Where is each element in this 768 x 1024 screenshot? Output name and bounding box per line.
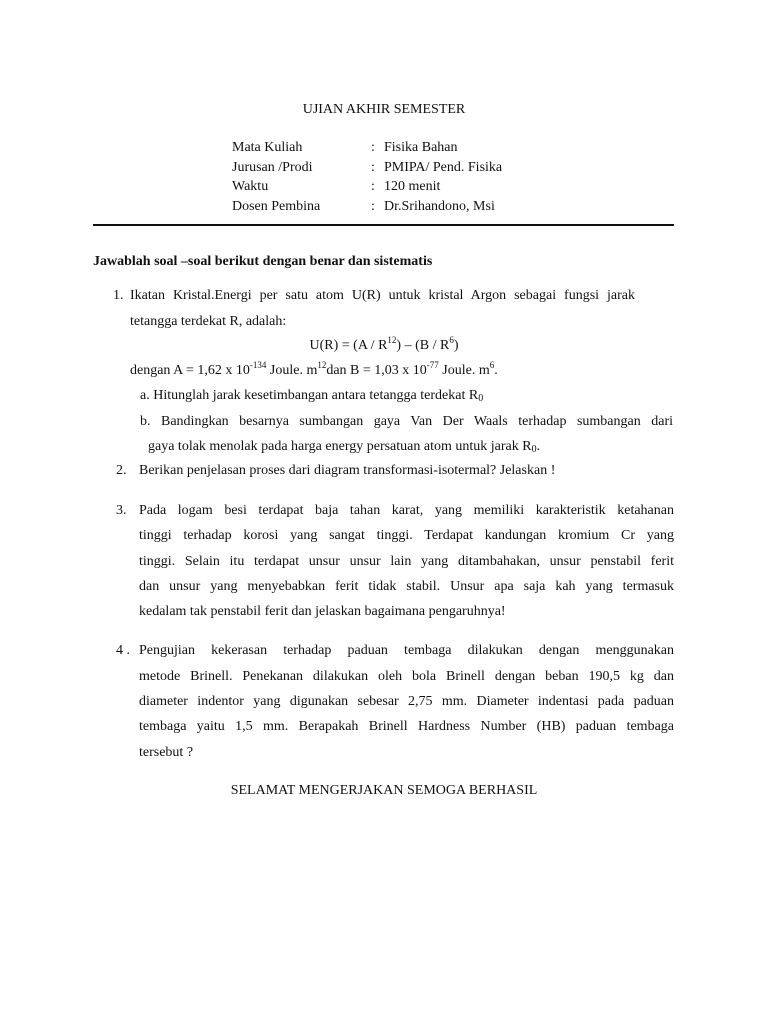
question-1b-line: b. Bandingkan besarnya sumbangan gaya Van Der Waals terhadap sumbangan dari xyxy=(140,414,673,429)
info-colon: : xyxy=(371,199,375,214)
question-4-number: 4 . xyxy=(116,643,130,658)
closing-message: SELAMAT MENGERJAKAN SEMOGA BERHASIL xyxy=(230,783,538,798)
question-1b-line: gaya tolak menolak pada harga energy persatuan atom untuk jarak $R_0$. xyxy=(148,439,541,455)
question-3-line: tinggi terhadap korosi yang sangat tinggi. Terdapat kandungan kromium Cr yang xyxy=(139,528,674,543)
question-4-line: tembaga yaitu 1,5 mm. Berapakah Brinell Hardness Number (HB) paduan tembaga xyxy=(139,719,674,734)
question-1-number: 1. xyxy=(113,288,124,303)
info-value-department: PMIPA/ Pend. Fisika xyxy=(384,160,503,175)
question-3-line: Pada logam besi terdapat baja tahan karat, yang memiliki karakteristik ketahanan xyxy=(139,503,674,518)
page-title: UJIAN AKHIR SEMESTER xyxy=(302,102,466,117)
question-2-number: 2. xyxy=(116,463,127,478)
question-4-line: metode Brinell. Penekanan dilakukan oleh bola Brinell dengan beban 190,5 kg dan xyxy=(139,669,674,684)
info-label-lecturer: Dosen Pembina xyxy=(232,199,321,214)
energy-equation: $U(R) = (A / R^{12}) - (B / R^6)$ xyxy=(309,335,459,353)
info-colon: : xyxy=(371,160,375,175)
info-colon: : xyxy=(371,179,375,194)
info-label-department: Jurusan /Prodi xyxy=(232,160,313,175)
info-label-course: Mata Kuliah xyxy=(232,140,303,155)
info-value-course: Fisika Bahan xyxy=(384,140,458,155)
info-value-time: 120 menit xyxy=(384,179,441,194)
question-4-line: diameter indentor yang digunakan sebesar 2,75 mm. Diameter indentasi pada paduan xyxy=(139,694,674,709)
question-1a: a. Hitunglah jarak kesetimbangan antara tetangga terdekat $R_0$ xyxy=(140,388,484,404)
question-3-line: dan unsur yang menyebabkan ferit tidak stabil. Unsur apa saja kah yang termasuk xyxy=(139,579,674,594)
question-4-line: tersebut ? xyxy=(139,745,194,760)
question-3-number: 3. xyxy=(116,503,127,518)
question-4-line: Pengujian kekerasan terhadap paduan tembaga dilakukan dengan menggunakan xyxy=(139,643,674,658)
instruction-heading: Jawablah soal –soal berikut dengan benar dan sistematis xyxy=(93,254,433,269)
info-value-lecturer: Dr.Srihandono, Msi xyxy=(384,199,495,214)
question-2-text: Berikan penjelasan proses dari diagram transformasi-isotermal? Jelaskan ! xyxy=(139,463,556,478)
question-3-line: tinggi. Selain itu terdapat unsur unsur lain yang ditambahakan, unsur penstabil ferit xyxy=(139,554,674,569)
header-divider xyxy=(93,224,674,226)
info-colon: : xyxy=(371,140,375,155)
constants-line: dengan A = 1,62 x $10^{-134}$ Joule. $m^{12}dan$ B = 1,03 x $10^{-77}$ Joule. $m^6$. xyxy=(130,360,498,378)
question-1-line: tetangga terdekat R, adalah: xyxy=(130,314,287,329)
question-1-line: Ikatan Kristal.Energi per satu atom U(R) untuk kristal Argon sebagai fungsi jarak xyxy=(130,288,635,303)
info-label-time: Waktu xyxy=(232,179,269,194)
question-3-line: kedalam tak penstabil ferit dan jelaskan bagaimana pengaruhnya! xyxy=(139,604,506,619)
